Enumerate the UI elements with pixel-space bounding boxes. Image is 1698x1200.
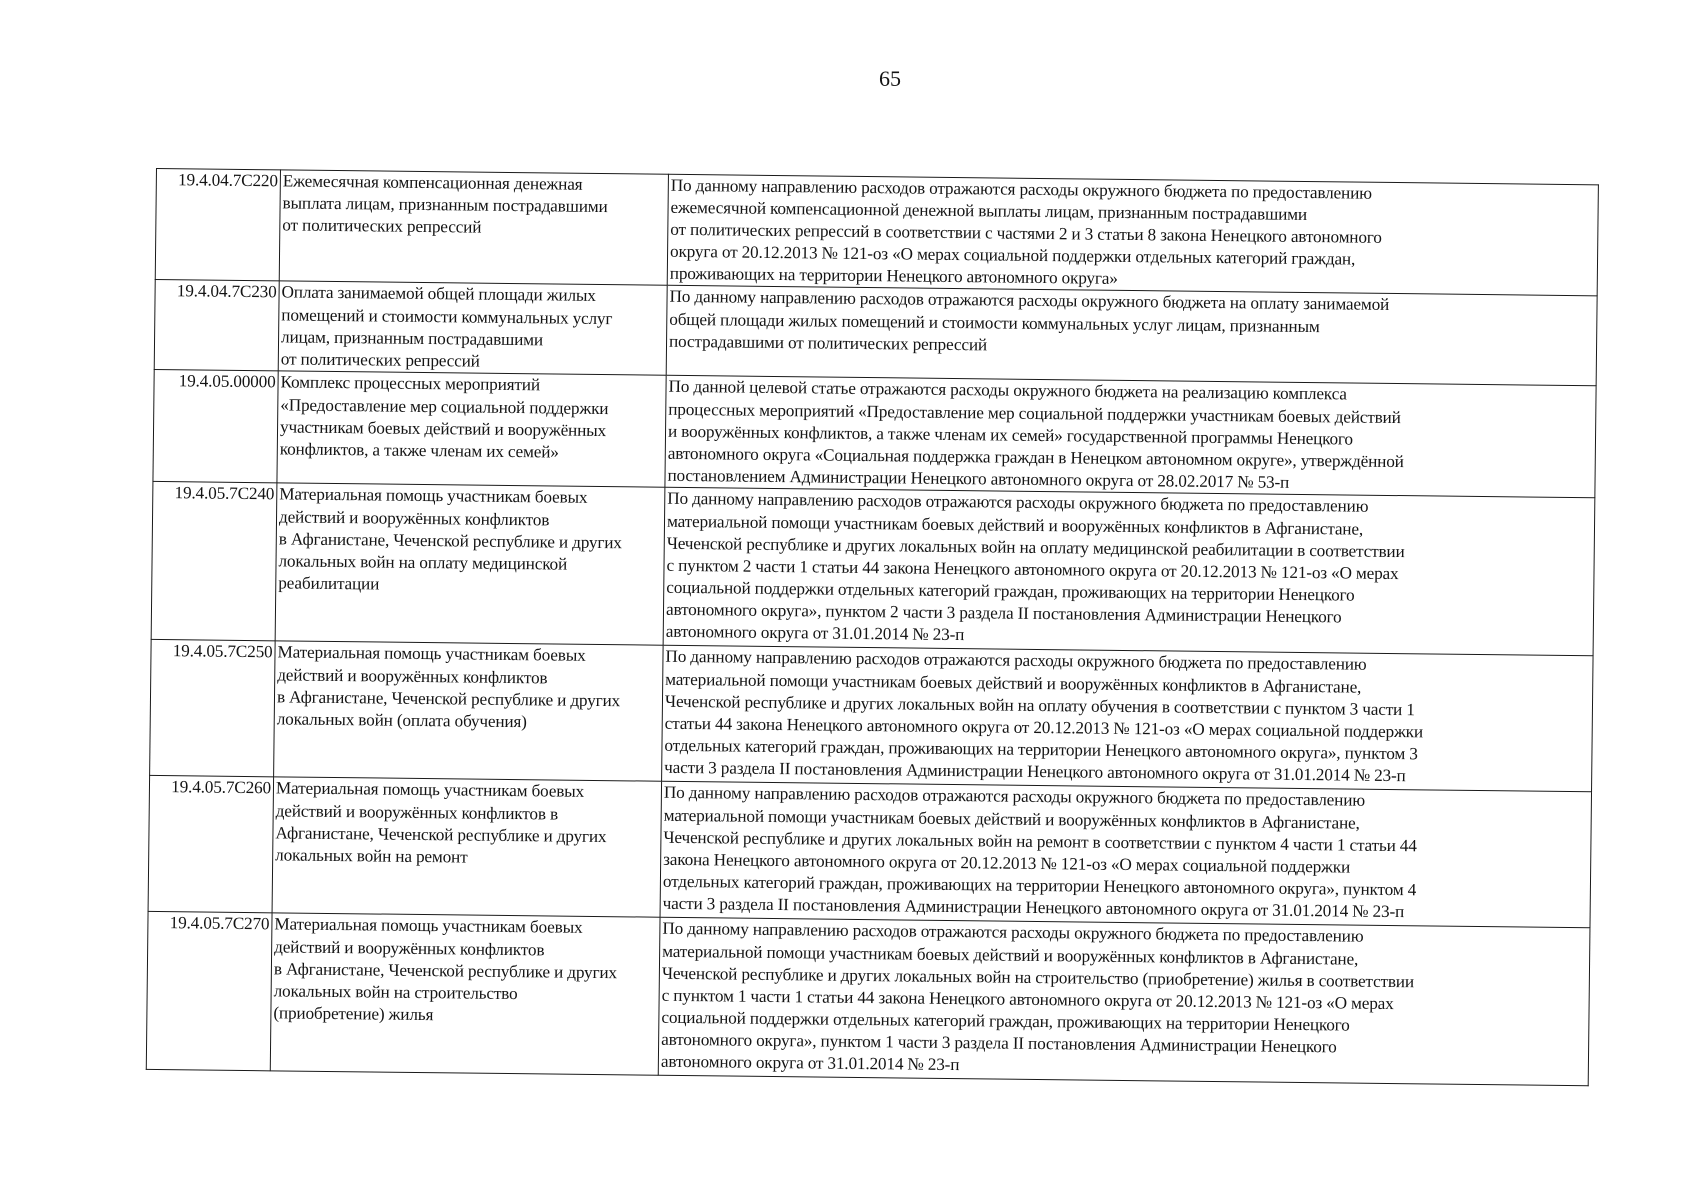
table-row	[154, 280, 1597, 386]
page-number: 65	[879, 66, 901, 91]
target-code-cell: 19.4.04.7С220	[155, 168, 280, 281]
table-row	[150, 640, 1593, 792]
expense-name-cell: Комплекс процессных мероприятий «Предоставление мер социальной поддержки участникам боевых действий и вооружённых конфликтов, а также членам их семей»	[277, 371, 666, 487]
expense-description-cell: По данной целевой статье отражаются расходы окружного бюджета на реализацию комплекса процессных мероприятий «Предоставление мер социальной поддержки участникам боевых действий и вооружённых конфликтов, а также членам их семей» государственной программы Ненецкого автономного округа «Социальная поддержка граждан в Ненецком автономном округе», утверждённой постановлением Администрации Ненецкого автономного округа от 28.02.2017 № 53-п	[665, 376, 1596, 499]
expense-name-cell: Материальная помощь участникам боевых действий и вооружённых конфликтов в Афганистане, Чеченской республике и других локальных войн на оплату медицинской реабилитации	[275, 483, 665, 645]
expense-description-cell: По данному направлению расходов отражаются расходы окружного бюджета по предоставлению материальной помощи участникам боевых действий и вооружённых конфликтов в Афганистане, Чеченской республике и других локальных войн на строительство (приобретение) жилья в соответствии с пунктом 1 части 1 статьи 44 закона Ненецкого автономного округа от 20.12.2013 № 121-оз «О мерах социальной поддержки отдельных категорий граждан, проживающих на территории Ненецкого автономного округа», пунктом 1 части 3 раздела II постановления Администрации Ненецкого автономного округа от 31.01.2014 № 23-п	[658, 918, 1590, 1087]
expense-name-cell: Материальная помощь участникам боевых действий и вооружённых конфликтов в Афганистане, Чеченской республике и других локальных войн на строительство (приобретение) жилья	[270, 913, 660, 1075]
target-code-cell: 19.4.05.7С270	[146, 912, 272, 1071]
table-body	[146, 168, 1598, 1086]
table-row	[153, 370, 1596, 498]
target-code-cell: 19.4.04.7С230	[154, 280, 279, 371]
expense-description-cell: По данному направлению расходов отражаются расходы окружного бюджета на оплату занимаемой общей площади жилых помещений и стоимости коммунальных услуг лицам, признанным пострадавшими от политических репрессий	[666, 286, 1597, 387]
table-row	[148, 776, 1591, 928]
expense-name-cell: Оплата занимаемой общей площади жилых помещений и стоимости коммунальных услуг лицам, признанным пострадавшими от политических репрессий	[278, 281, 667, 375]
expense-description-cell: По данному направлению расходов отражаются расходы окружного бюджета по предоставлению ежемесячной компенсационной денежной выплаты лицам, признанным пострадавшими от политических репрессий в соответствии с частями 2 и 3 статьи 8 закона Ненецкого автономного округа от 20.12.2013 № 121-оз «О мерах социальной поддержки отдельных категорий граждан, проживающих на территории Ненецкого автономного округа»	[667, 174, 1598, 296]
target-code-cell: 19.4.05.7С260	[148, 776, 274, 913]
expense-description-cell: По данному направлению расходов отражаются расходы окружного бюджета по предоставлению материальной помощи участникам боевых действий и вооружённых конфликтов в Афганистане, Чеченской республике и других локальных войн на оплату медицинской реабилитации в соответствии с пунктом 2 части 1 статьи 44 закона Ненецкого автономного округа от 20.12.2013 № 121-оз «О мерах социальной поддержки отдельных категорий граждан, проживающих на территории Ненецкого автономного округа», пунктом 2 части 3 раздела II постановления Администрации Ненецкого автономного округа от 31.01.2014 № 23-п	[663, 488, 1595, 657]
table-row	[146, 912, 1590, 1086]
expense-description-cell: По данному направлению расходов отражаются расходы окружного бюджета по предоставлению материальной помощи участникам боевых действий и вооружённых конфликтов в Афганистане, Чеченской республике и других локальных войн на оплату обучения в соответствии с пунктом 3 части 1 статьи 44 закона Ненецкого автономного округа от 20.12.2013 № 121-оз «О мерах социальной поддержки отдельных категорий граждан, проживающих на территории Ненецкого автономного округа», пунктом 3 части 3 раздела II постановления Администрации Ненецкого автономного округа от 31.01.2014 № 23-п	[662, 646, 1593, 793]
table-row	[151, 482, 1595, 656]
target-code-cell: 19.4.05.00000	[153, 370, 278, 483]
expense-name-cell: Материальная помощь участникам боевых действий и вооружённых конфликтов в Афганистане, Чеченской республике и других локальных войн (оплата обучения)	[274, 641, 664, 781]
expense-name-cell: Материальная помощь участникам боевых действий и вооружённых конфликтов в Афганистане, Чеченской республике и других локальных войн на ремонт	[272, 777, 662, 917]
table-row	[155, 168, 1598, 296]
target-code-cell: 19.4.05.7С240	[151, 482, 277, 641]
target-code-cell: 19.4.05.7С250	[150, 640, 276, 777]
expense-description-cell: По данному направлению расходов отражаются расходы окружного бюджета по предоставлению материальной помощи участникам боевых действий и вооружённых конфликтов в Афганистане, Чеченской республике и других локальных войн на ремонт в соответствии с пунктом 4 части 1 статьи 44 закона Ненецкого автономного округа от 20.12.2013 № 121-оз «О мерах социальной поддержки отдельных категорий граждан, проживающих на территории Ненецкого автономного округа», пунктом 4 части 3 раздела II постановления Администрации Ненецкого автономного округа от 31.01.2014 № 23-п	[660, 782, 1591, 929]
expense-name-cell: Ежемесячная компенсационная денежная выплата лицам, признанным пострадавшими от политических репрессий	[279, 170, 668, 286]
budget-classification-table	[146, 168, 1599, 1087]
